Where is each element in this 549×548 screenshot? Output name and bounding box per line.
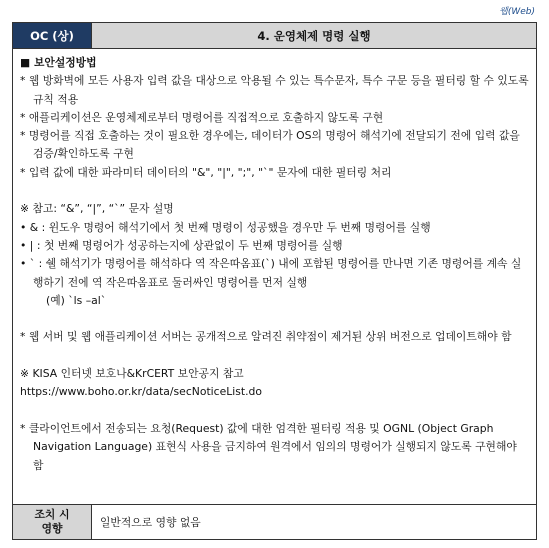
note-item: • & : 윈도우 명령어 해석기에서 첫 번째 명령이 성공했을 경우만 두 번째 명령어를 실행	[20, 220, 431, 234]
note-item: • | : 첫 번째 명령어가 성공하는지에 상관없이 두 번째 명령어를 실행	[20, 238, 343, 252]
note-item: • ` : 쉘 해석기가 명령어를 해석하다 역 작은따옴표(`) 내에 포함된 명령어를 만나면 기존 명령어를 계속 실행하기 전에 역 작은따옴표로 둘러싸인 명령어를 먼저 실행	[20, 257, 522, 289]
impact-label-line2: 영향	[41, 522, 63, 535]
bullet-item: * 명령어를 직접 호출하는 것이 필요한 경우에는, 데이터가 OS의 명령어 해석기에 전달되기 전에 입력 값을 검증/확인하도록 구현	[20, 129, 520, 161]
update-note: * 웹 서버 및 웹 애플리케이션 서버는 공개적으로 알려진 취약점이 제거된 상위 버전으로 업데이트해야 함	[20, 330, 512, 344]
header-row	[13, 23, 536, 49]
note-title: ※ 참고: “&”, “|”, “`” 문자 설명	[20, 202, 174, 216]
content-cell	[13, 49, 536, 506]
kisa-url[interactable]: https://www.boho.or.kr/data/secNoticeList.do	[20, 385, 263, 399]
impact-label-line1: 조치 시	[34, 508, 70, 521]
section-title: ■ 보안설정방법	[20, 56, 97, 69]
category-tag: 웹(Web)	[499, 7, 535, 17]
kisa-title: ※ KISA 인터넷 보호나&KrCERT 보안공지 참고	[20, 367, 244, 381]
guideline-table	[12, 22, 537, 540]
item-title: 4. 운영체제 명령 실행	[92, 23, 536, 48]
bullet-item: * 웹 방화벽에 모든 사용자 입력 값을 대상으로 악용될 수 있는 특수문자, 특수 구문 등을 필터링 할 수 있도록 규칙 적용	[20, 74, 529, 106]
ognl-note: * 클라이언트에서 전송되는 요청(Request) 값에 대한 엄격한 필터링 적용 및 OGNL (Object Graph Navigation Language) 표현식 사용을 금지하여 원격에서 임의의 명령어가 실행되지 않도록 구현해야 함	[20, 421, 517, 472]
impact-label	[13, 505, 92, 539]
note-example: (예) `ls –al`	[46, 293, 107, 307]
impact-value: 일반적으로 영향 없음	[100, 515, 201, 529]
bullet-item: * 입력 값에 대한 파라미터 데이터의 "&", "|", ";", "`" 문자에 대한 필터링 처리	[20, 165, 392, 179]
item-code: OC (상)	[13, 23, 92, 48]
impact-row	[13, 504, 536, 539]
bullet-item: * 애플리케이션은 운영체제로부터 명령어를 직접적으로 호출하지 않도록 구현	[20, 110, 384, 124]
